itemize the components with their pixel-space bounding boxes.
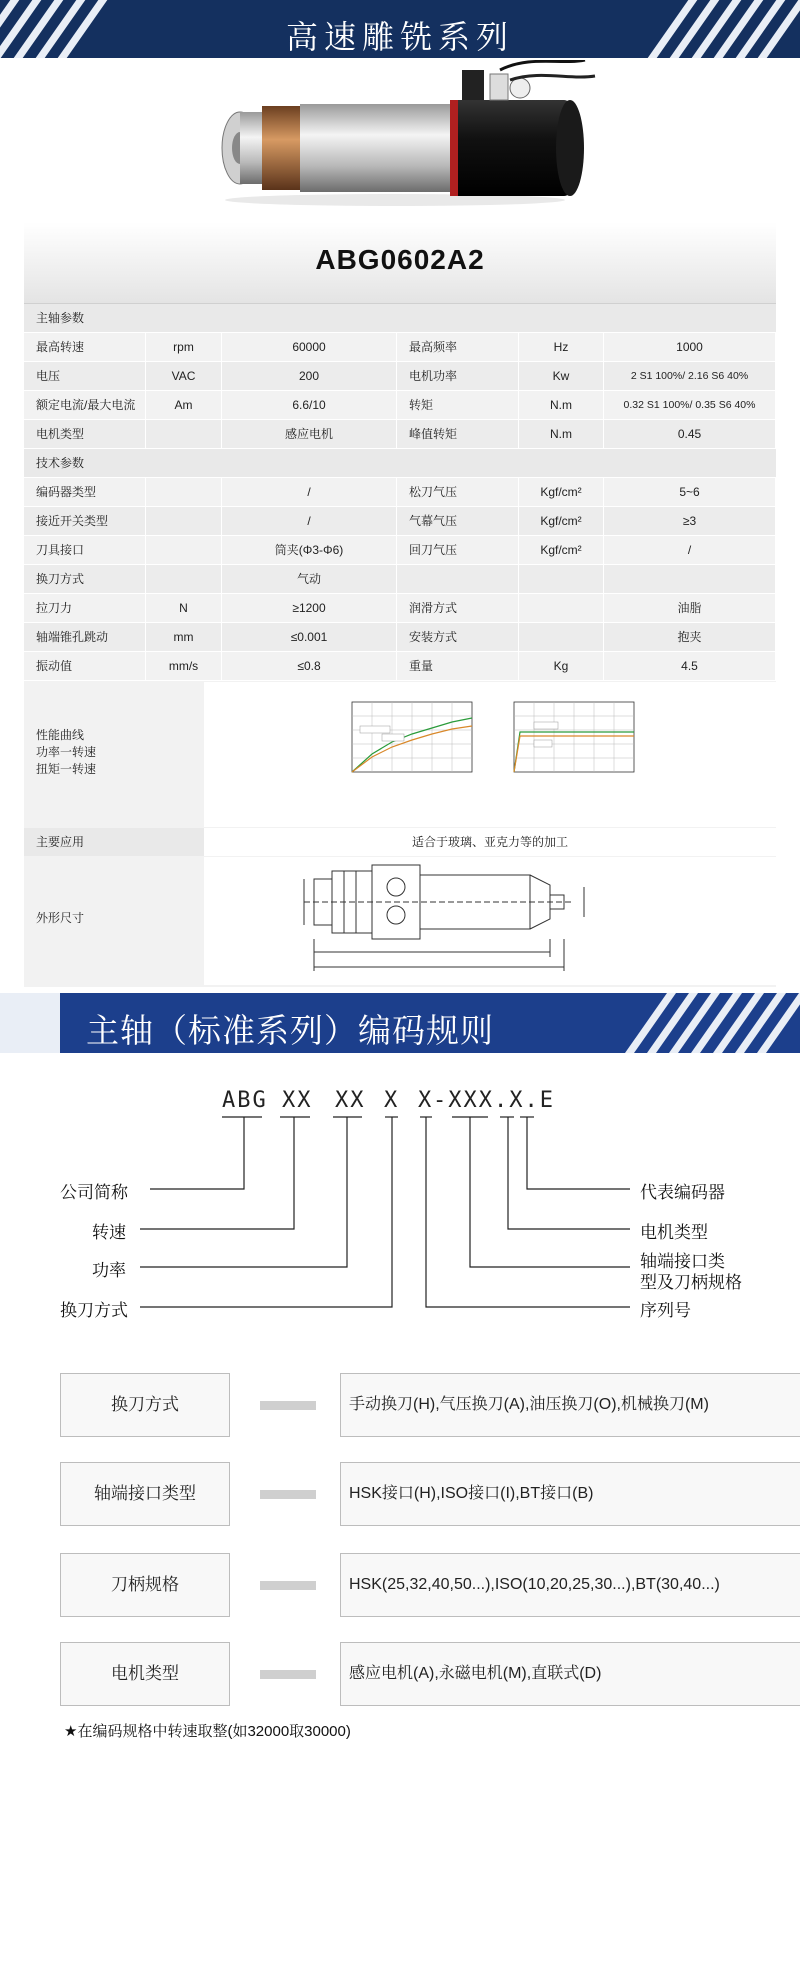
param-unit: Kgf/cm²	[519, 507, 604, 536]
param-unit: Kgf/cm²	[519, 478, 604, 507]
param-value: /	[604, 536, 776, 565]
table-row	[24, 536, 776, 565]
param-value: ≥3	[604, 507, 776, 536]
param-unit: VAC	[146, 362, 222, 391]
legend-interface	[60, 1462, 750, 1526]
code-part-power: XX	[335, 1088, 366, 1113]
dimension-drawing	[204, 857, 776, 985]
param-label: 接近开关类型	[24, 507, 146, 536]
param-label: 回刀气压	[397, 536, 519, 565]
param-label: 刀具接口	[24, 536, 146, 565]
table-row	[24, 391, 776, 420]
param-value: /	[222, 507, 397, 536]
model-number: ABG0602A2	[315, 244, 485, 275]
spindle-product-image	[200, 60, 600, 210]
table-row	[24, 362, 776, 391]
param-label: 额定电流/最大电流	[24, 391, 146, 420]
code-label-toolchange: 换刀方式	[60, 1301, 128, 1320]
param-value: ≤0.001	[222, 623, 397, 652]
legend-key: 轴端接口类型	[60, 1462, 230, 1526]
param-value: 6.6/10	[222, 391, 397, 420]
param-unit: mm	[146, 623, 222, 652]
param-value: 5~6	[604, 478, 776, 507]
param-value: 0.32 S1 100%/ 0.35 S6 40%	[604, 391, 776, 420]
perf-label-title: 性能曲线	[36, 728, 85, 742]
section-main-params	[24, 304, 776, 333]
param-value: 200	[222, 362, 397, 391]
param-value: 60000	[222, 333, 397, 362]
code-label-company: 公司简称	[60, 1183, 128, 1202]
param-label: 拉刀力	[24, 594, 146, 623]
param-value	[604, 565, 776, 594]
param-unit	[146, 565, 222, 594]
dimensions-row	[24, 857, 776, 985]
param-label: 编码器类型	[24, 478, 146, 507]
section-title: 技术参数	[36, 456, 85, 470]
param-label: 换刀方式	[24, 565, 146, 594]
table-row	[24, 623, 776, 652]
table-row	[24, 420, 776, 449]
param-label: 最高转速	[24, 333, 146, 362]
section-tech-params	[24, 449, 776, 478]
code-part-serial: -XXX.X.E	[433, 1088, 555, 1113]
param-unit: N.m	[519, 420, 604, 449]
legend-connector	[260, 1490, 316, 1499]
code-label-motor: 电机类型	[640, 1223, 708, 1242]
code-part-toolchange: X	[384, 1088, 400, 1113]
section-title: 主轴参数	[36, 311, 85, 325]
param-value: 1000	[604, 333, 776, 362]
model-header	[24, 222, 776, 304]
param-value: 气动	[222, 565, 397, 594]
param-label: 电压	[24, 362, 146, 391]
param-unit: Kgf/cm²	[519, 536, 604, 565]
legend-key: 换刀方式	[60, 1373, 230, 1437]
legend-motor	[60, 1642, 750, 1706]
table-row	[24, 507, 776, 536]
application-row	[24, 828, 776, 856]
legend-key: 电机类型	[60, 1642, 230, 1706]
param-unit	[519, 594, 604, 623]
code-part-interface: X	[418, 1088, 434, 1113]
param-label	[397, 565, 519, 594]
param-value: 感应电机	[222, 420, 397, 449]
param-value: /	[222, 478, 397, 507]
legend-value: 手动换刀(H),气压换刀(A),油压换刀(O),机械换刀(M)	[340, 1373, 800, 1437]
page-title: 高速雕铣系列	[285, 19, 514, 55]
table-row	[24, 594, 776, 623]
code-label-encoder: 代表编码器	[640, 1183, 725, 1202]
application-label: 主要应用	[36, 835, 85, 849]
coding-banner	[0, 993, 800, 1053]
param-label: 安装方式	[397, 623, 519, 652]
param-value: ≤0.8	[222, 652, 397, 681]
code-label-interface-1: 轴端接口类	[640, 1252, 725, 1271]
table-row	[24, 652, 776, 681]
legend-connector	[260, 1670, 316, 1679]
param-label: 松刀气压	[397, 478, 519, 507]
legend-value: 感应电机(A),永磁电机(M),直联式(D)	[340, 1642, 800, 1706]
legend-value: HSK(25,32,40,50...),ISO(10,20,25,30...),BT(30,40...)	[340, 1553, 800, 1617]
param-label: 峰值转矩	[397, 420, 519, 449]
param-unit	[519, 565, 604, 594]
performance-charts	[204, 682, 776, 827]
param-unit	[519, 623, 604, 652]
code-label-speed: 转速	[92, 1223, 126, 1242]
param-unit	[146, 478, 222, 507]
application-value: 适合于玻璃、亚克力等的加工	[204, 828, 776, 856]
code-label-power: 功率	[92, 1261, 126, 1280]
param-unit	[146, 420, 222, 449]
param-unit	[146, 507, 222, 536]
param-label: 最高频率	[397, 333, 519, 362]
param-value: ≥1200	[222, 594, 397, 623]
code-label-interface-2: 型及刀柄规格	[640, 1273, 742, 1292]
param-unit: Kw	[519, 362, 604, 391]
param-value: 0.45	[604, 420, 776, 449]
legend-connector	[260, 1401, 316, 1410]
code-part-abg: ABG	[222, 1088, 268, 1113]
perf-label-power: 功率一转速	[36, 745, 97, 759]
param-value: 2 S1 100%/ 2.16 S6 40%	[604, 362, 776, 391]
param-label: 气幕气压	[397, 507, 519, 536]
legend-toolchange	[60, 1373, 750, 1437]
perf-label-torque: 扭矩一转速	[36, 762, 97, 776]
param-unit: Hz	[519, 333, 604, 362]
header-banner	[0, 0, 800, 58]
param-unit: Kg	[519, 652, 604, 681]
footnote: ★在编码规格中转速取整(如32000取30000)	[64, 1723, 351, 1740]
power-speed-chart	[352, 702, 472, 772]
param-unit: N	[146, 594, 222, 623]
coding-banner-stripes	[646, 993, 800, 1053]
param-label: 电机类型	[24, 420, 146, 449]
param-value: 4.5	[604, 652, 776, 681]
table-row	[24, 478, 776, 507]
code-label-serial: 序列号	[640, 1301, 691, 1320]
table-row	[24, 333, 776, 362]
param-value: 抱夹	[604, 623, 776, 652]
param-label: 轴端锥孔跳动	[24, 623, 146, 652]
torque-speed-chart	[514, 702, 634, 772]
legend-connector	[260, 1581, 316, 1590]
param-unit: N.m	[519, 391, 604, 420]
param-unit	[146, 536, 222, 565]
param-label: 重量	[397, 652, 519, 681]
param-label: 电机功率	[397, 362, 519, 391]
coding-title: 主轴（标准系列）编码规则	[86, 1012, 494, 1049]
code-part-speed: XX	[282, 1088, 313, 1113]
table-row	[24, 565, 776, 594]
param-unit: rpm	[146, 333, 222, 362]
param-value: 筒夹(Φ3-Φ6)	[222, 536, 397, 565]
coding-banner-cut	[0, 993, 60, 1053]
param-label: 振动值	[24, 652, 146, 681]
legend-value: HSK接口(H),ISO接口(I),BT接口(B)	[340, 1462, 800, 1526]
dimensions-label: 外形尺寸	[36, 911, 85, 925]
perf-labels	[36, 727, 96, 778]
param-unit: Am	[146, 391, 222, 420]
legend-key: 刀柄规格	[60, 1553, 230, 1617]
param-unit: mm/s	[146, 652, 222, 681]
param-value: 油脂	[604, 594, 776, 623]
param-label: 润滑方式	[397, 594, 519, 623]
performance-curves-row	[24, 682, 776, 827]
param-label: 转矩	[397, 391, 519, 420]
legend-holder	[60, 1553, 750, 1617]
coding-diagram	[0, 1075, 800, 1335]
